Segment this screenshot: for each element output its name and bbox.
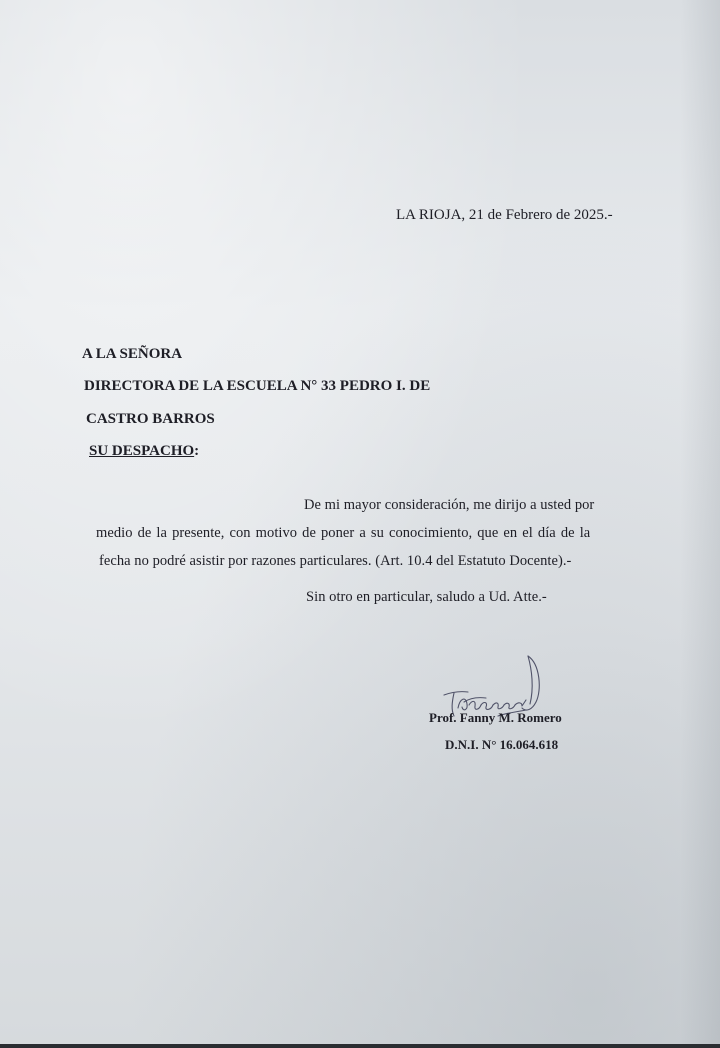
page-bottom-edge (0, 1044, 720, 1048)
place-date: LA RIOJA, 21 de Febrero de 2025.- (396, 207, 613, 223)
signatory-dni: D.N.I. N° 16.064.618 (445, 737, 559, 752)
su-despacho-text: SU DESPACHO (89, 443, 195, 459)
body-line-2: medio de la presente, con motivo de poner a su conocimiento, que en el día de la (96, 525, 591, 541)
body-line-3: fecha no podré asistir por razones particulares. (Art. 10.4 del Estatuto Docente).- (99, 553, 572, 569)
closing-line: Sin otro en particular, saludo a Ud. Atte.- (306, 589, 547, 605)
body-line-1: De mi mayor consideración, me dirijo a usted por (304, 497, 595, 513)
signatory-name: Prof. Fanny M. Romero (429, 710, 562, 725)
recipient-line-2: DIRECTORA DE LA ESCUELA N° 33 PEDRO I. DE (84, 378, 431, 394)
page-shadow (680, 0, 720, 1048)
recipient-line-4 (89, 443, 199, 460)
su-despacho-colon: : (194, 443, 200, 459)
recipient-line-1: A LA SEÑORA (82, 346, 183, 362)
recipient-line-3: CASTRO BARROS (86, 411, 215, 427)
